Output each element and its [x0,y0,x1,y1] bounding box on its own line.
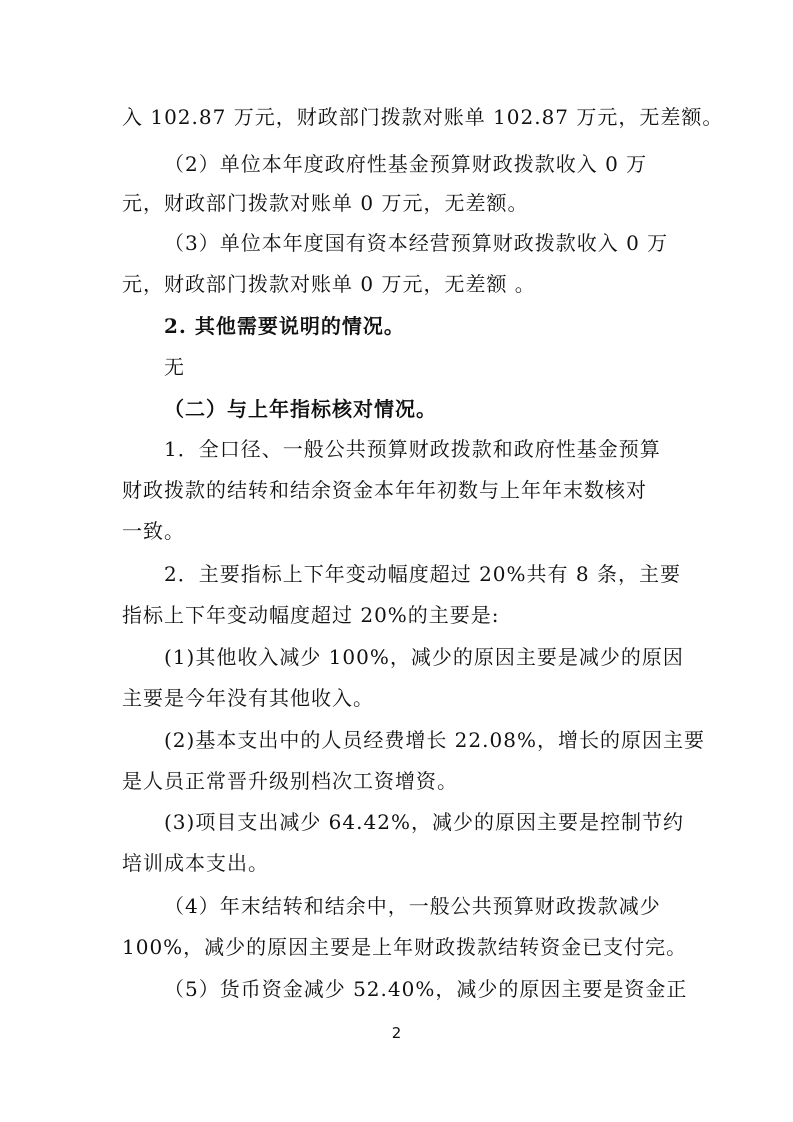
text-line: 一致。 [122,519,185,543]
text-line: （4）年末结转和结余中，一般公共预算财政拨款减少 [164,894,661,918]
text-line: 主要是今年没有其他收入。 [122,686,374,710]
text-line: (2)基本支出中的人员经费增长 22.08%，增长的原因主要 [164,728,705,752]
text-line: （3）单位本年度国有资本经营预算财政拨款收入 0 万 [164,231,669,255]
text-line: 100%，减少的原因主要是上年财政拨款结转资金已支付完。 [122,935,688,959]
text-line: （5）货币资金减少 52.40%，减少的原因主要是资金正 [164,977,688,1001]
text-line: (3)项目支出减少 64.42%，减少的原因主要是控制节约 [164,810,684,834]
text-line: 元，财政部门拨款对账单 0 万元，无差额 。 [122,272,536,296]
text-line: 入 102.87 万元，财政部门拨款对账单 102.87 万元，无差额。 [122,105,724,129]
text-line: 财政拨款的结转和结余资金本年年初数与上年年末数核对 [122,478,647,502]
text-line: （2）单位本年度政府性基金预算财政拨款收入 0 万 [164,152,648,176]
text-line: 1．全口径、一般公共预算财政拨款和政府性基金预算 [164,437,661,461]
text-line: 指标上下年变动幅度超过 20%的主要是: [122,603,500,627]
text-line: 元，财政部门拨款对账单 0 万元，无差额。 [122,191,529,215]
text-line: 是人员正常晋升级别档次工资增资。 [122,769,458,793]
text-line: 无 [164,355,185,379]
text-line: 2．主要指标上下年变动幅度超过 20%共有 8 条，主要 [164,562,681,586]
text-line: 培训成本支出。 [122,851,269,875]
page-number: 2 [391,1024,402,1042]
section-heading: （二）与上年指标核对情况。 [164,397,437,421]
text-line: (1)其他收入减少 100%，减少的原因主要是减少的原因 [164,645,684,669]
section-heading: 2. 其他需要说明的情况。 [164,314,405,338]
